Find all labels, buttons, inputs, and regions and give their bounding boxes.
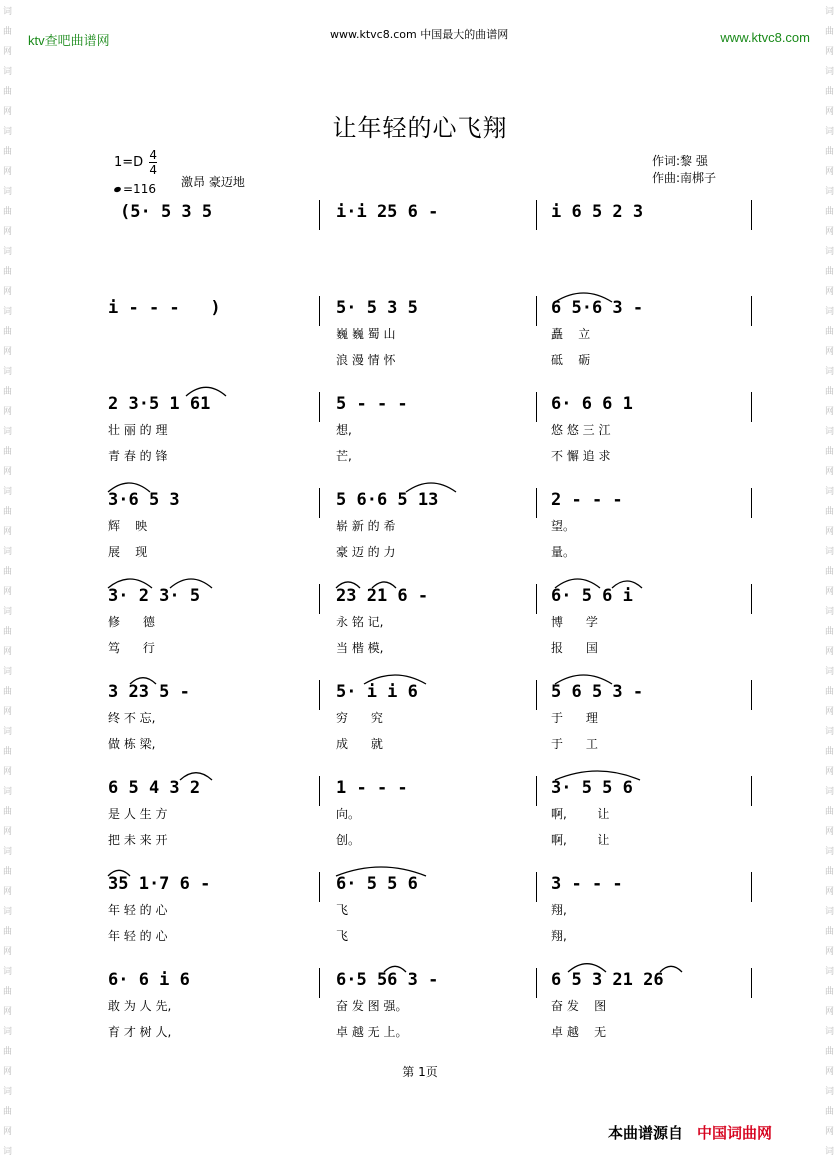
time-bottom: 4: [149, 163, 157, 177]
side-strip-char: 曲: [825, 87, 835, 97]
side-strip-char: 曲: [3, 687, 13, 697]
side-strip-char: 曲: [3, 447, 13, 457]
slur-mark: [364, 675, 426, 684]
lyric-verse2-row4-bar3: 量。: [551, 545, 576, 559]
notes-row9-bar2: 6·5 56 3 -: [336, 970, 439, 990]
slur-mark: [406, 483, 456, 492]
side-strip-char: 曲: [3, 207, 13, 217]
lyric-verse2-row2-bar2: 浪 漫 情 怀: [336, 353, 396, 367]
side-strip-char: 曲: [3, 147, 13, 157]
lyric-verse1-row9-bar3: 奋 发 图: [551, 999, 607, 1013]
side-strip-char: 网: [3, 767, 13, 777]
slur-mark: [108, 483, 150, 492]
side-strip-char: 词: [3, 727, 13, 737]
notes-row8-bar1: 35 1·7 6 -: [108, 874, 211, 894]
slur-mark: [660, 966, 682, 972]
lyric-verse1-row4-bar2: 崭 新 的 希: [336, 519, 396, 533]
side-strip-char: 曲: [3, 327, 13, 337]
lyric-verse2-row7-bar3: 啊, 让: [551, 833, 610, 847]
notes-row5-bar2: 23 21 6 -: [336, 586, 429, 606]
side-strip-char: 词: [3, 847, 13, 857]
side-strip-char: 曲: [3, 27, 13, 37]
slur-mark: [555, 579, 600, 588]
lyric-verse2-row6-bar3: 于 工: [551, 737, 598, 751]
slur-mark: [180, 773, 212, 780]
notes-row8-bar3: 3 - - -: [551, 874, 623, 894]
side-strip-char: 曲: [3, 267, 13, 277]
side-strip-char: 词: [825, 487, 835, 497]
lyric-verse2-row7-bar2: 创。: [336, 833, 361, 847]
lyric-verse1-row2-bar2: 巍 巍 蜀 山: [336, 327, 396, 341]
side-strip-char: 曲: [825, 27, 835, 37]
side-strip-char: 网: [3, 1127, 13, 1137]
tempo-value: =116: [123, 182, 156, 196]
notes-row7-bar1: 6 5 4 3 2: [108, 778, 201, 798]
lyric-verse2-row6-bar2: 成 就: [336, 737, 383, 751]
lyric-verse2-row7-bar1: 把 未 来 开: [108, 833, 168, 847]
lyric-verse1-row9-bar2: 奋 发 图 强。: [336, 999, 408, 1013]
side-strip-char: 网: [3, 47, 13, 57]
side-strip-char: 网: [3, 167, 13, 177]
lyric-verse2-row3-bar1: 青 春 的 锋: [108, 449, 168, 463]
side-strip-char: 网: [3, 647, 13, 657]
side-strip-char: 曲: [3, 807, 13, 817]
source-site-link[interactable]: 中国词曲网: [697, 1124, 773, 1142]
side-strip-char: 网: [825, 587, 835, 597]
lyric-verse1-row5-bar3: 博 学: [551, 615, 598, 629]
slur-mark: [384, 966, 406, 972]
side-strip-char: 网: [825, 827, 835, 837]
side-strip-char: 词: [3, 1147, 13, 1157]
lyric-verse1-row9-bar1: 敢 为 人 先,: [108, 999, 172, 1013]
side-strip-char: 网: [3, 587, 13, 597]
side-strip-char: 词: [3, 607, 13, 617]
slur-mark: [612, 581, 642, 588]
side-strip-char: 词: [825, 187, 835, 197]
side-strip-char: 词: [825, 1027, 835, 1037]
side-strip-char: 词: [825, 607, 835, 617]
page-number: 第 1页: [402, 1065, 438, 1079]
side-strip-char: 词: [3, 787, 13, 797]
slur-mark: [108, 579, 152, 588]
lyric-verse1-row7-bar2: 向。: [336, 807, 361, 821]
song-title: 让年轻的心飞翔: [332, 114, 508, 142]
lyric-verse2-row8-bar3: 翔,: [551, 929, 567, 943]
side-strip-char: 网: [3, 947, 13, 957]
side-strip-char: 词: [825, 727, 835, 737]
lyric-verse1-row4-bar3: 望。: [551, 519, 576, 533]
side-strip-char: 曲: [3, 507, 13, 517]
lyric-verse1-row6-bar2: 穷 究: [336, 711, 383, 725]
notes-row3-bar2: 5 - - -: [336, 394, 408, 414]
side-strip-char: 词: [825, 1147, 835, 1157]
lyric-verse2-row6-bar1: 做 栋 梁,: [108, 737, 156, 751]
side-strip-char: 词: [3, 1087, 13, 1097]
notes-row7-bar3: 3· 5 5 6: [551, 778, 633, 798]
side-strip-char: 网: [825, 887, 835, 897]
side-strip-char: 词: [825, 427, 835, 437]
side-strip-char: 曲: [3, 627, 13, 637]
lyric-verse1-row7-bar1: 是 人 生 方: [108, 807, 168, 821]
side-strip-char: 网: [825, 467, 835, 477]
side-strip-char: 词: [825, 67, 835, 77]
side-strip-char: 词: [825, 787, 835, 797]
slur-mark: [186, 387, 226, 396]
lyricist-credit: 作词:黎 强: [652, 154, 708, 168]
notes-row3-bar1: 2 3·5 1 61: [108, 394, 211, 414]
side-strip-char: 词: [3, 1027, 13, 1037]
lyric-verse2-row9-bar2: 卓 越 无 上。: [336, 1025, 408, 1039]
side-strip-char: 曲: [825, 867, 835, 877]
side-strip-char: 词: [825, 907, 835, 917]
lyric-verse1-row7-bar3: 啊, 让: [551, 807, 610, 821]
side-strip-char: 词: [3, 7, 13, 17]
slur-mark: [108, 870, 130, 876]
side-strip-char: 网: [825, 287, 835, 297]
notes-row2-bar2: 5· 5 3 5: [336, 298, 418, 318]
notes-row6-bar2: 5· i i 6: [336, 682, 418, 702]
side-strip-char: 网: [3, 527, 13, 537]
lyric-verse2-row3-bar2: 芒,: [336, 449, 352, 463]
side-strip-char: 网: [3, 887, 13, 897]
lyric-verse2-row2-bar3: 砥 砺: [551, 353, 591, 367]
lyric-verse2-row4-bar2: 豪 迈 的 力: [336, 545, 396, 559]
side-strip-char: 曲: [3, 747, 13, 757]
lyric-verse1-row8-bar2: 飞: [336, 903, 349, 917]
side-strip-char: 词: [825, 247, 835, 257]
lyric-verse1-row5-bar2: 永 铭 记,: [336, 615, 384, 629]
side-strip-char: 网: [825, 947, 835, 957]
side-strip-char: 词: [3, 367, 13, 377]
slur-mark: [555, 293, 612, 302]
side-strip-char: 曲: [825, 207, 835, 217]
side-strip-char: 曲: [825, 627, 835, 637]
side-strip-char: 曲: [825, 747, 835, 757]
lyric-verse2-row8-bar1: 年 轻 的 心: [108, 929, 168, 943]
side-strip-char: 网: [825, 107, 835, 117]
notes-row4-bar3: 2 - - -: [551, 490, 623, 510]
lyric-verse1-row5-bar1: 修 德: [108, 615, 155, 629]
slur-mark: [568, 964, 606, 972]
side-strip-char: 词: [825, 367, 835, 377]
lyric-verse2-row3-bar3: 不 懈 追 求: [551, 449, 611, 463]
side-strip-char: 词: [825, 307, 835, 317]
side-strip-char: 词: [825, 847, 835, 857]
slur-mark: [372, 582, 396, 588]
side-strip-char: 曲: [3, 987, 13, 997]
side-strip-char: 曲: [825, 927, 835, 937]
notes-row5-bar1: 3· 2 3· 5: [108, 586, 201, 606]
side-strip-char: 网: [825, 347, 835, 357]
lyric-verse2-row5-bar3: 报 国: [551, 641, 598, 655]
side-strip-char: 词: [825, 127, 835, 137]
side-strip-char: 网: [3, 707, 13, 717]
notes-row8-bar2: 6· 5 5 6: [336, 874, 418, 894]
side-strip-char: 网: [3, 407, 13, 417]
notes-row9-bar1: 6· 6 i 6: [108, 970, 190, 990]
side-strip-char: 曲: [825, 447, 835, 457]
side-strip-char: 网: [3, 347, 13, 357]
slur-mark: [130, 678, 156, 684]
side-strip-char: 词: [3, 427, 13, 437]
slur-mark: [555, 675, 612, 684]
side-strip-char: 曲: [3, 867, 13, 877]
lyric-verse1-row3-bar1: 壮 丽 的 理: [108, 423, 168, 437]
lyric-verse1-row3-bar2: 想,: [336, 423, 352, 437]
notes-row6-bar3: 5 6 5 3 -: [551, 682, 644, 702]
composer-credit: 作曲:南梆子: [652, 171, 717, 185]
side-strip-char: 网: [825, 647, 835, 657]
notes-row1-bar3: i 6 5 2 3: [551, 202, 644, 222]
notes-row9-bar3: 6 5 3 21 26: [551, 970, 664, 990]
side-strip-char: 网: [3, 1007, 13, 1017]
side-strip-char: 词: [825, 547, 835, 557]
lyric-verse1-row6-bar1: 终 不 忘,: [108, 711, 156, 725]
lyric-verse1-row3-bar3: 悠 悠 三 江: [551, 423, 611, 437]
side-strip-char: 曲: [825, 567, 835, 577]
lyric-verse2-row5-bar2: 当 楷 模,: [336, 641, 384, 655]
side-strip-char: 网: [3, 827, 13, 837]
side-strip-char: 词: [825, 7, 835, 17]
notes-row6-bar1: 3 23 5 -: [108, 682, 190, 702]
side-strip-char: 网: [3, 227, 13, 237]
side-strip-char: 词: [3, 187, 13, 197]
side-strip-char: 词: [3, 667, 13, 677]
side-strip-char: 曲: [825, 327, 835, 337]
side-strip-char: 词: [3, 967, 13, 977]
side-strip-char: 网: [825, 707, 835, 717]
side-strip-char: 曲: [3, 87, 13, 97]
side-strip-char: 曲: [3, 1107, 13, 1117]
side-strip-char: 网: [825, 47, 835, 57]
time-top: 4: [149, 148, 157, 162]
side-strip-char: 词: [3, 907, 13, 917]
side-strip-char: 词: [825, 967, 835, 977]
lyric-verse1-row6-bar3: 于 理: [551, 711, 598, 725]
lyric-verse1-row8-bar1: 年 轻 的 心: [108, 903, 168, 917]
slur-mark: [555, 771, 640, 780]
side-strip-char: 曲: [825, 807, 835, 817]
side-strip-char: 词: [3, 547, 13, 557]
side-strip-char: 词: [3, 67, 13, 77]
side-strip-char: 曲: [825, 147, 835, 157]
side-strip-char: 曲: [3, 927, 13, 937]
notes-row4-bar2: 5 6·6 5 13: [336, 490, 439, 510]
side-strip-char: 曲: [825, 387, 835, 397]
lyric-verse2-row9-bar1: 育 才 树 人,: [108, 1025, 172, 1039]
side-strip-char: 网: [3, 287, 13, 297]
notes-row2-bar3: 6 5·6 3 -: [551, 298, 644, 318]
slur-mark: [336, 582, 360, 588]
side-strip-char: 词: [3, 127, 13, 137]
notes-row4-bar1: 3·6 5 3: [108, 490, 180, 510]
side-strip-char: 网: [825, 1067, 835, 1077]
lyric-verse2-row4-bar1: 展 现: [108, 545, 148, 559]
expression-marking: 激昂 豪迈地: [181, 175, 245, 189]
lyric-verse2-row5-bar1: 笃 行: [108, 641, 155, 655]
side-strip-char: 曲: [825, 267, 835, 277]
lyric-verse2-row9-bar3: 卓 越 无: [551, 1025, 607, 1039]
side-strip-char: 词: [3, 307, 13, 317]
side-strip-char: 网: [825, 1007, 835, 1017]
side-strip-char: 曲: [825, 1047, 835, 1057]
side-strip-char: 曲: [3, 567, 13, 577]
side-strip-char: 网: [825, 767, 835, 777]
source-label: 本曲谱源自: [608, 1124, 684, 1142]
side-strip-char: 网: [825, 227, 835, 237]
lyric-verse1-row8-bar3: 翔,: [551, 903, 567, 917]
side-strip-char: 词: [825, 667, 835, 677]
side-strip-char: 网: [825, 527, 835, 537]
side-strip-char: 曲: [825, 507, 835, 517]
side-strip-char: 网: [3, 1067, 13, 1077]
side-strip-char: 曲: [825, 1107, 835, 1117]
slur-mark: [336, 867, 426, 876]
notes-row7-bar2: 1 - - -: [336, 778, 408, 798]
side-strip-char: 曲: [3, 1047, 13, 1057]
notes-row1-bar2: i·i 25 6 -: [336, 202, 439, 222]
side-strip-char: 网: [825, 407, 835, 417]
header-center-text[interactable]: www.ktvc8.com 中国最大的曲谱网: [330, 28, 509, 41]
key-label: 1=D: [114, 155, 144, 170]
notes-row1-bar1: (5· 5 3 5: [120, 202, 213, 222]
lyric-verse2-row8-bar2: 飞: [336, 929, 349, 943]
side-strip-char: 网: [3, 107, 13, 117]
side-strip-char: 曲: [825, 687, 835, 697]
side-strip-char: 词: [3, 487, 13, 497]
side-strip-char: 词: [3, 247, 13, 257]
header-site-left[interactable]: ktv查吧曲谱网: [28, 33, 110, 48]
lyric-verse1-row2-bar3: 矗 立: [551, 327, 591, 341]
side-strip-char: 曲: [3, 387, 13, 397]
side-strip-char: 网: [825, 1127, 835, 1137]
notes-row3-bar3: 6· 6 6 1: [551, 394, 633, 414]
source-credit: [608, 1122, 772, 1143]
lyric-verse1-row4-bar1: 辉 映: [108, 519, 148, 533]
header-site-right[interactable]: www.ktvc8.com: [720, 30, 810, 45]
side-strip-char: 网: [825, 167, 835, 177]
side-strip-char: 网: [3, 467, 13, 477]
notes-row2-bar1: i - - - ): [108, 298, 221, 318]
slur-mark: [170, 579, 212, 588]
side-strip-char: 词: [825, 1087, 835, 1097]
notes-row5-bar3: 6· 5 6 i: [551, 586, 633, 606]
side-strip-char: 曲: [825, 987, 835, 997]
